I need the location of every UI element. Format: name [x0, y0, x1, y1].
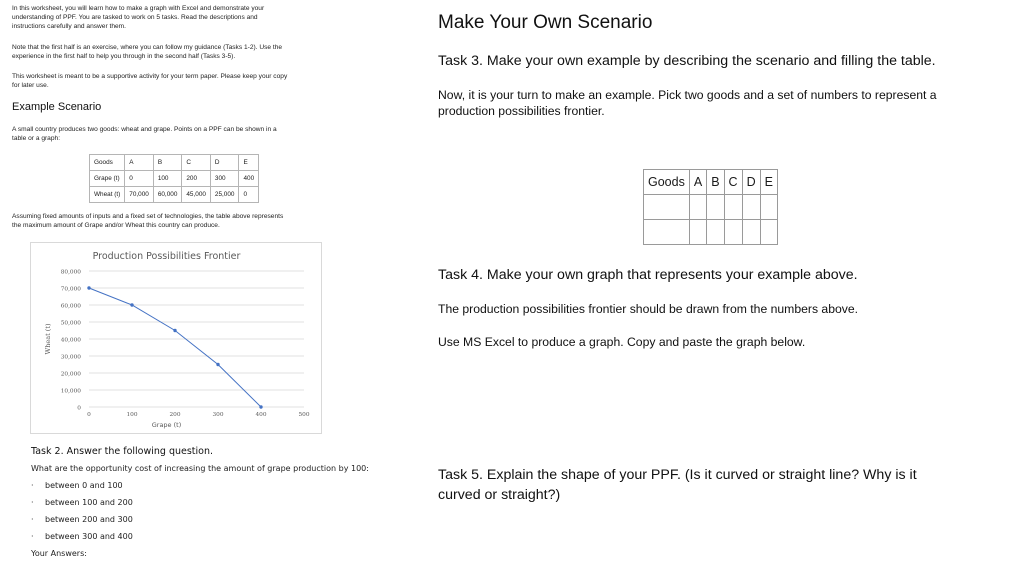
- table-cell: B: [153, 155, 182, 171]
- table-cell: E: [760, 170, 777, 195]
- table-cell: Goods: [90, 155, 125, 171]
- task3-heading: Task 3. Make your own example by describing the scenario and filling the table.: [438, 53, 936, 69]
- assumption-paragraph: [12, 212, 352, 230]
- y-tick-label: 0: [77, 405, 81, 412]
- table-cell: 300: [210, 171, 239, 187]
- y-tick-label: 40,000: [60, 337, 81, 344]
- table-cell[interactable]: [644, 195, 690, 220]
- series-line: [89, 288, 261, 407]
- y-axis-label: Wheat (t): [44, 323, 52, 355]
- bullet-icon: ·: [31, 498, 34, 507]
- ppf-chart-svg: [31, 243, 321, 433]
- table-cell[interactable]: [742, 195, 760, 220]
- list-item: [31, 498, 431, 507]
- table-cell[interactable]: [724, 220, 742, 245]
- y-tick-label: 70,000: [60, 286, 81, 293]
- task3-line: Now, it is your turn to make an example. Pick two goods and a set of numbers to represent a: [438, 88, 937, 102]
- supportive-paragraph: [12, 72, 352, 90]
- task2-question: What are the opportunity cost of increasing the amount of grape production by 100:: [31, 464, 369, 473]
- data-point: [216, 363, 219, 366]
- assumption-line: the maximum amount of Grape and/or Wheat this country can produce.: [12, 222, 220, 230]
- task5-line: Task 5. Explain the shape of your PPF. (Is it curved or straight line? Why is it: [438, 467, 917, 483]
- table-cell: D: [210, 155, 239, 171]
- table-cell: B: [707, 170, 724, 195]
- example-line: table or a graph:: [12, 135, 61, 143]
- list-item-label: between 0 and 100: [45, 481, 123, 490]
- x-tick-label: 200: [169, 412, 181, 418]
- task4-description-2: Use MS Excel to produce a graph. Copy and paste the graph below.: [438, 335, 806, 349]
- table-cell: Wheat (t): [90, 187, 125, 203]
- table-cell: A: [689, 170, 706, 195]
- table-cell: 100: [153, 171, 182, 187]
- task2-section: [31, 446, 431, 558]
- table-cell[interactable]: [707, 195, 724, 220]
- x-tick-label: 400: [255, 412, 267, 418]
- table-cell: 25,000: [210, 187, 239, 203]
- table-cell: 70,000: [125, 187, 154, 203]
- data-point: [130, 303, 133, 306]
- x-tick-label: 0: [87, 412, 91, 418]
- table-row: [90, 171, 259, 187]
- table-row: [90, 187, 259, 203]
- list-item: [31, 515, 431, 524]
- table-cell[interactable]: [724, 195, 742, 220]
- task5-line: curved or straight?): [438, 487, 561, 503]
- data-point: [259, 405, 262, 408]
- table-cell: 0: [239, 187, 259, 203]
- ppf-chart: [30, 242, 322, 434]
- task3-description: [438, 87, 998, 119]
- intro-line: instructions carefully and answer them.: [12, 23, 126, 31]
- data-point: [173, 329, 176, 332]
- table-header-row: [90, 155, 259, 171]
- list-item: [31, 481, 431, 490]
- table-cell[interactable]: [760, 220, 777, 245]
- example-line: A small country produces two goods: wheat and grape. Points on a PPF can be shown in a: [12, 126, 277, 133]
- note-line: Note that the first half is an exercise, where you can follow my guidance (Tasks 1-2). Use the: [12, 44, 283, 51]
- y-tick-label: 80,000: [60, 269, 81, 276]
- table-cell: C: [182, 155, 211, 171]
- x-axis-label: Grape (t): [151, 421, 182, 429]
- table-cell[interactable]: [760, 195, 777, 220]
- intro-paragraph: [12, 4, 352, 32]
- table-row[interactable]: [644, 195, 778, 220]
- table-header-row: [644, 170, 778, 195]
- page-title: Make Your Own Scenario: [438, 12, 653, 33]
- table-cell[interactable]: [707, 220, 724, 245]
- y-tick-label: 30,000: [60, 354, 81, 361]
- task5-heading: [438, 465, 1008, 505]
- y-tick-label: 10,000: [60, 388, 81, 395]
- table-cell[interactable]: [689, 220, 706, 245]
- table-cell: 200: [182, 171, 211, 187]
- table-cell[interactable]: [742, 220, 760, 245]
- table-cell: 0: [125, 171, 154, 187]
- note-paragraph: [12, 43, 352, 61]
- note-line: experience in the first half to help you through in the second half (Tasks 3-5).: [12, 53, 236, 61]
- task3-line: production possibilities frontier.: [438, 104, 605, 118]
- table-cell: E: [239, 155, 259, 171]
- table-cell: D: [742, 170, 760, 195]
- assumption-line: Assuming fixed amounts of inputs and a fixed set of technologies, the table above represents: [12, 213, 284, 220]
- bullet-icon: ·: [31, 515, 34, 524]
- table-row[interactable]: [644, 220, 778, 245]
- list-item-label: between 300 and 400: [45, 532, 133, 541]
- example-table: [89, 154, 259, 203]
- supportive-line: This worksheet is meant to be a supportive activity for your term paper. Please keep your copy: [12, 73, 288, 80]
- y-tick-label: 50,000: [60, 320, 81, 327]
- table-cell: Grape (t): [90, 171, 125, 187]
- y-tick-label: 60,000: [60, 303, 81, 310]
- table-cell: A: [125, 155, 154, 171]
- user-table[interactable]: [643, 169, 778, 245]
- list-item-label: between 100 and 200: [45, 498, 133, 507]
- table-cell: 45,000: [182, 187, 211, 203]
- table-cell[interactable]: [644, 220, 690, 245]
- task4-heading: Task 4. Make your own graph that represents your example above.: [438, 267, 858, 283]
- table-cell: Goods: [644, 170, 690, 195]
- x-tick-label: 100: [126, 412, 138, 418]
- supportive-line: for later use.: [12, 82, 49, 90]
- table-cell: 400: [239, 171, 259, 187]
- intro-line: understanding of PPF. You are tasked to work on 5 tasks. Read the descriptions and: [12, 14, 258, 22]
- y-tick-label: 20,000: [60, 371, 81, 378]
- x-tick-label: 500: [298, 412, 310, 418]
- task2-title: Task 2. Answer the following question.: [31, 446, 214, 457]
- table-cell: C: [724, 170, 742, 195]
- example-heading: Example Scenario: [12, 101, 102, 113]
- table-cell: 60,000: [153, 187, 182, 203]
- data-point: [87, 286, 90, 289]
- x-tick-label: 300: [212, 412, 224, 418]
- answers-label: Your Answers:: [31, 549, 87, 558]
- bullet-icon: ·: [31, 481, 34, 490]
- chart-title: Production Possibilities Frontier: [92, 251, 241, 262]
- list-item-label: between 200 and 300: [45, 515, 133, 524]
- intro-line: In this worksheet, you will learn how to make a graph with Excel and demonstrate your: [12, 5, 265, 12]
- table-cell[interactable]: [689, 195, 706, 220]
- example-description: [12, 125, 352, 143]
- bullet-icon: ·: [31, 532, 34, 541]
- list-item: [31, 532, 431, 541]
- task4-description-1: The production possibilities frontier should be drawn from the numbers above.: [438, 302, 859, 316]
